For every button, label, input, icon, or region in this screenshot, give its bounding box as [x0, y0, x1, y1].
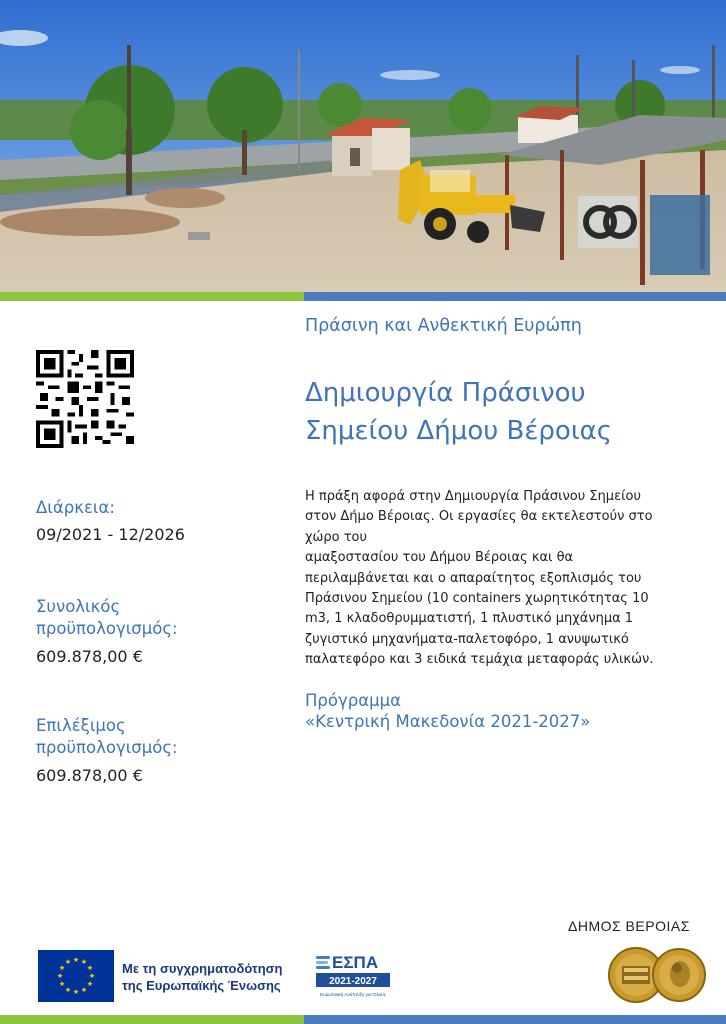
eu-text-line1: Με τη συγχρηματοδότηση [122, 961, 283, 976]
description [305, 487, 705, 671]
subtitle: Πράσινη και Ανθεκτική Ευρώπη [305, 316, 582, 336]
svg-text:★: ★ [80, 958, 88, 966]
page-title-line2: Σημείου Δήμου Βέροιας [305, 416, 613, 446]
eu-cofunding-text [122, 960, 283, 994]
description-line: m3, 1 κλαδοθρυμματιστή, 1 πλυστικό μηχάνημα 1 [305, 611, 634, 627]
eu-flag-icon [38, 950, 114, 1002]
total-budget-label-line1: Συνολικός [36, 597, 121, 616]
espa-tagline: Ευρωπαϊκή Ανάπτυξη για Όλους [320, 992, 386, 997]
eligible-budget-value: 609.878,00 € [36, 766, 143, 785]
svg-text:★: ★ [64, 986, 72, 994]
top-color-stripe [0, 292, 726, 301]
description-line: στον Δήμο Βέροιας. Οι εργασίες θα εκτελεστούν στο [305, 509, 653, 525]
svg-text:★: ★ [56, 972, 64, 980]
svg-text:★: ★ [72, 956, 80, 964]
program-line1: Πρόγραμμα [305, 691, 401, 710]
description-line: παλατεφόρο και 3 ειδικά τεμάχια μεταφοράς υλικών. [305, 652, 654, 668]
total-budget-label [36, 596, 178, 640]
program [305, 690, 590, 732]
eu-text-line2: της Ευρωπαϊκής Ένωσης [122, 978, 281, 993]
eligible-budget-label-line1: Επιλέξιμος [36, 716, 126, 735]
svg-text:★: ★ [58, 964, 66, 972]
municipality-name: ΔΗΜΟΣ ΒΕΡΟΙΑΣ [568, 918, 690, 934]
description-line: ζυγιστικό μηχανήματα-παλετοφόρο, 1 ανυψωτικό [305, 631, 629, 647]
description-line: χώρο του [305, 529, 368, 545]
description-line: Πράσινου Σημείου (10 containers χωρητικότητας 10 [305, 591, 649, 607]
svg-text:★: ★ [86, 964, 94, 972]
svg-text:★: ★ [58, 980, 66, 988]
eligible-budget-label-line2: προϋπολογισμός: [36, 738, 178, 757]
hero-photo [0, 0, 726, 292]
svg-text:★: ★ [86, 980, 94, 988]
svg-text:★: ★ [80, 986, 88, 994]
svg-text:★: ★ [72, 988, 80, 996]
bottom-color-stripe [0, 1015, 726, 1024]
espa-logo [314, 946, 396, 1006]
duration-label: Διάρκεια: [36, 498, 115, 517]
page-title [305, 374, 705, 450]
total-budget-value: 609.878,00 € [36, 647, 143, 666]
description-line: Η πράξη αφορά στην Δημιουργία Πράσινου Σημείου [305, 489, 641, 504]
svg-text:★: ★ [64, 958, 72, 966]
eligible-budget-label [36, 715, 178, 759]
total-budget-label-line2: προϋπολογισμός: [36, 619, 178, 638]
description-line: αμαξοστασίου του Δήμου Βέροιας και θα [305, 550, 574, 566]
espa-years: 2021-2027 [329, 976, 377, 987]
svg-text:★: ★ [88, 972, 96, 980]
duration-value: 09/2021 - 12/2026 [36, 525, 185, 544]
program-line2: «Κεντρική Μακεδονία 2021-2027» [305, 712, 591, 731]
municipality-coins-logo [606, 946, 706, 1004]
qr-code-icon [36, 350, 134, 448]
description-line: περιλαμβάνεται και ο απαραίτητος εξοπλισμός του [305, 570, 642, 586]
espa-title: ΕΣΠΑ [332, 953, 379, 972]
page-title-line1: Δημιουργία Πράσινου [305, 378, 586, 408]
